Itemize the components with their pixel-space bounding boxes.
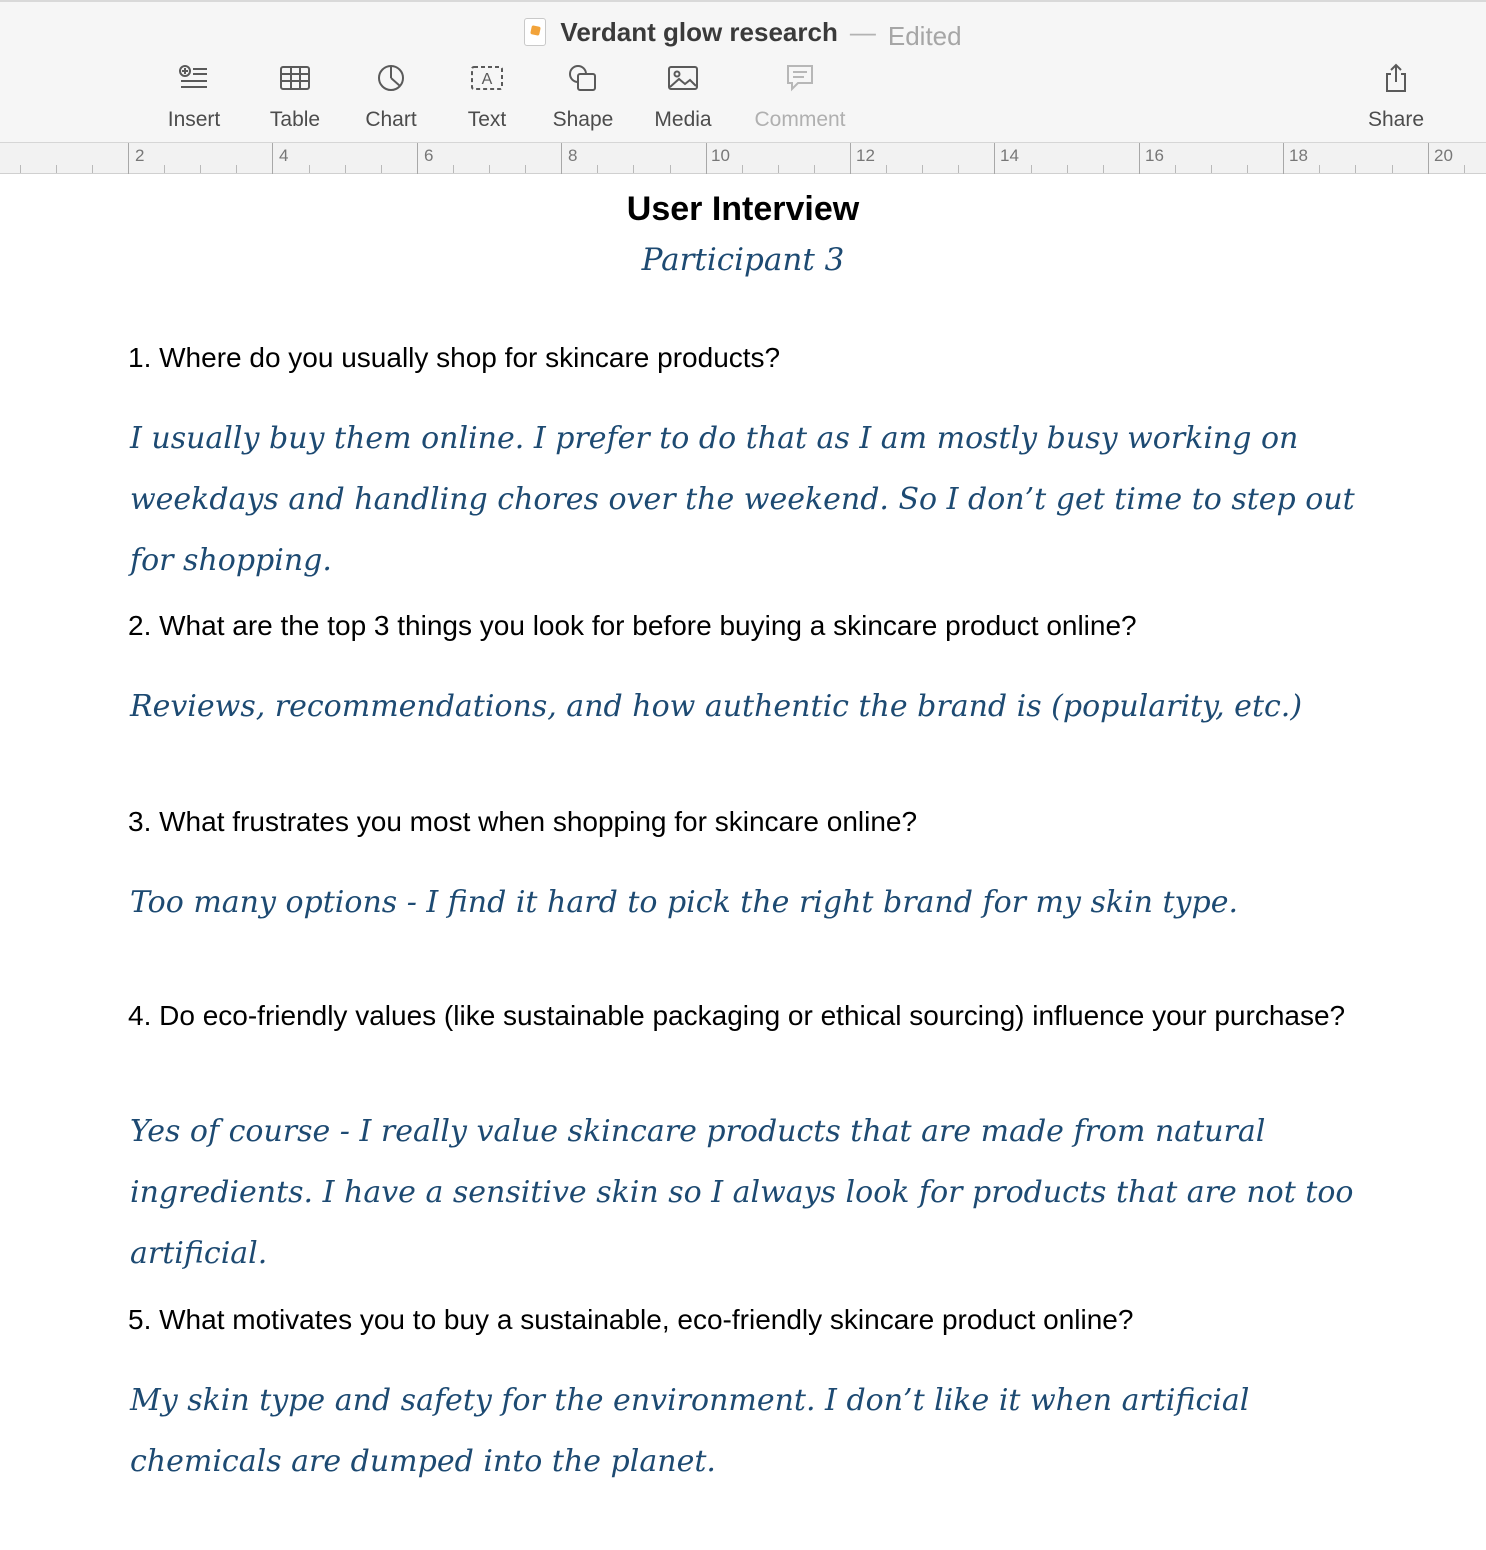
comment-button[interactable] [745, 60, 855, 140]
ruler-major-tick [417, 143, 418, 174]
share-icon [1378, 60, 1414, 96]
ruler-minor-tick [345, 165, 346, 173]
ruler-minor-tick [670, 165, 671, 173]
media-icon [665, 60, 701, 96]
answer-3[interactable]: Too many options - I find it hard to pick the right brand for my skin type. [130, 885, 1238, 920]
ruler-minor-tick [597, 165, 598, 173]
ruler-minor-tick [381, 165, 382, 173]
ruler-label: 14 [1000, 146, 1019, 165]
text-button[interactable] [432, 60, 542, 140]
chart-button[interactable] [336, 60, 446, 140]
ruler-minor-tick [958, 165, 959, 173]
ruler-minor-tick [1103, 165, 1104, 173]
table-label: Table [269, 108, 321, 131]
shape-label: Shape [552, 108, 614, 131]
ruler-minor-tick [1464, 165, 1465, 173]
ruler-minor-tick [1211, 165, 1212, 173]
ruler-label: 20 [1434, 146, 1453, 165]
ruler-label: 12 [856, 146, 875, 165]
share-label: Share [1367, 108, 1425, 131]
document-heading[interactable]: User Interview [626, 190, 860, 228]
ruler-minor-tick [200, 165, 201, 173]
table-button[interactable] [240, 60, 350, 140]
ruler-minor-tick [814, 165, 815, 173]
ruler-label: 18 [1289, 146, 1308, 165]
ruler-minor-tick [489, 165, 490, 173]
document-title[interactable]: Verdant glow research [560, 16, 838, 47]
ruler-minor-tick [1392, 165, 1393, 173]
title-separator: — [849, 16, 876, 47]
ruler-minor-tick [886, 165, 887, 173]
text-label: Text [467, 108, 507, 131]
document-page[interactable] [0, 174, 1486, 1550]
ruler-minor-tick [633, 165, 634, 173]
horizontal-ruler[interactable] [0, 142, 1486, 174]
ruler-label: 8 [568, 146, 578, 165]
media-button[interactable] [628, 60, 738, 140]
ruler-major-tick [850, 143, 851, 174]
ruler-minor-tick [236, 165, 237, 173]
ruler-label: 4 [279, 146, 289, 165]
insert-button[interactable] [139, 60, 249, 140]
ruler-minor-tick [742, 165, 743, 173]
ruler-major-tick [1283, 143, 1284, 174]
ruler-minor-tick [778, 165, 779, 173]
document-icon [524, 18, 546, 46]
answer-4[interactable]: Yes of course - I really value skincare products that are made from natural ingredients. I have a sensitive skin so I always look for products that are not too artificial. [130, 1114, 1354, 1271]
ruler-minor-tick [525, 165, 526, 173]
ruler-major-tick [1428, 143, 1429, 174]
svg-text:A: A [481, 71, 493, 88]
ruler-minor-tick [92, 165, 93, 173]
ruler-minor-tick [453, 165, 454, 173]
comment-label: Comment [754, 108, 846, 131]
question-2[interactable]: 2. What are the top 3 things you look for before buying a skincare product online? [128, 610, 1137, 641]
ruler-minor-tick [1031, 165, 1032, 173]
ruler-major-tick [994, 143, 995, 174]
chart-label: Chart [365, 108, 417, 131]
participant-subheading[interactable]: Participant 3 [641, 242, 845, 278]
ruler-minor-tick [56, 165, 57, 173]
share-button[interactable] [1341, 60, 1451, 140]
ruler-minor-tick [1355, 165, 1356, 173]
title-bar [0, 12, 1486, 52]
shape-button[interactable] [528, 60, 638, 140]
media-label: Media [654, 108, 712, 131]
ruler-minor-tick [1247, 165, 1248, 173]
toolbar [0, 0, 1486, 142]
ruler-minor-tick [1067, 165, 1068, 173]
ruler-label: 10 [711, 146, 730, 165]
question-1[interactable]: 1. Where do you usually shop for skincare products? [128, 342, 781, 373]
ruler-label: 6 [424, 146, 434, 165]
ruler-major-tick [128, 143, 129, 174]
pie-chart-icon [373, 60, 409, 96]
ruler-label: 16 [1145, 146, 1164, 165]
ruler-minor-tick [309, 165, 310, 173]
shape-icon [565, 60, 601, 96]
edited-status: Edited [887, 20, 962, 51]
insert-icon [176, 60, 212, 96]
question-4[interactable]: 4. Do eco-friendly values (like sustainable packaging or ethical sourcing) influence your purchase? [128, 1000, 1346, 1031]
ruler-major-tick [561, 143, 562, 174]
ruler-minor-tick [1319, 165, 1320, 173]
insert-label: Insert [167, 108, 221, 131]
ruler-major-tick [706, 143, 707, 174]
question-5[interactable]: 5. What motivates you to buy a sustainable, eco-friendly skincare product online? [128, 1304, 1134, 1335]
question-3[interactable]: 3. What frustrates you most when shopping for skincare online? [128, 806, 918, 837]
ruler-label: 2 [135, 146, 145, 165]
ruler-minor-tick [1175, 165, 1176, 173]
ruler-major-tick [1139, 143, 1140, 174]
ruler-major-tick [272, 143, 273, 174]
comment-icon [782, 60, 818, 96]
text-box-icon [469, 60, 505, 96]
ruler-minor-tick [922, 165, 923, 173]
answer-5[interactable]: My skin type and safety for the environment. I don’t like it when artificial chemicals are dumped into the planet. [130, 1383, 1250, 1479]
answer-2[interactable]: Reviews, recommendations, and how authentic the brand is (popularity, etc.) [130, 689, 1303, 724]
table-icon [277, 60, 313, 96]
answer-1[interactable]: I usually buy them online. I prefer to do that as I am mostly busy working on weekdays and handling chores over the weekend. So I don’t get time to step out for shopping. [130, 421, 1355, 578]
ruler-minor-tick [164, 165, 165, 173]
ruler-minor-tick [20, 165, 21, 173]
